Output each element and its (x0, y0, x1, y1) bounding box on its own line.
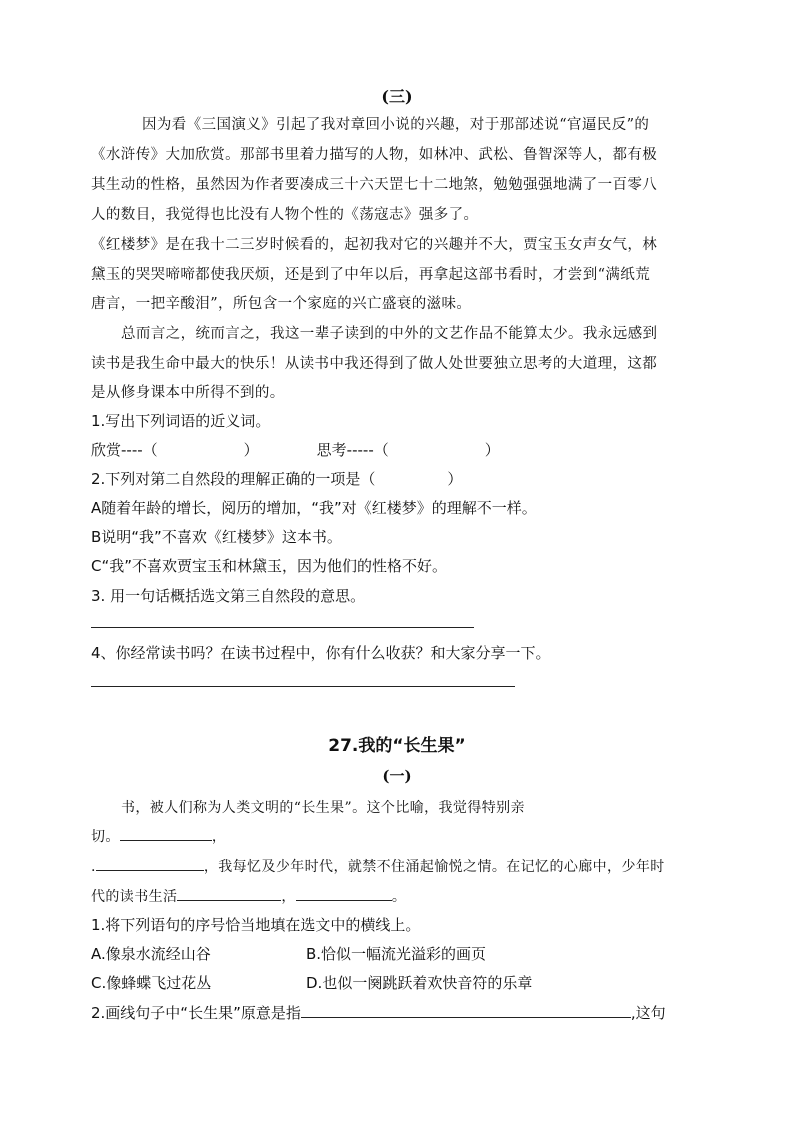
lesson-para-line-1: 书，被人们称为人类文明的“长生果”。这个比喻，我觉得特别亲 (121, 800, 525, 816)
paragraph-3-line-3: 是从修身课本中所得不到的。 (91, 385, 285, 401)
paragraph-2-line-1: 《红楼梦》是在我十二三岁时候看的，起初我对它的兴趣并不大，贾宝玉女声女气，林 (91, 237, 658, 253)
lesson-para-line-2 (91, 826, 226, 846)
paragraph-1-line-4: 人的数目，我觉得也比没有人物个性的《荡寇志》强多了。 (91, 207, 479, 223)
paragraph-1-line-1: 因为看《三国演义》引起了我对章回小说的兴趣，对于那部述说“官逼民反”的 (142, 117, 650, 133)
option-c: C“我”不喜欢贾宝玉和林黛玉，因为他们的性格不好。 (91, 557, 448, 575)
question-4-answer-line[interactable] (91, 686, 515, 687)
section-title: (三) (381, 87, 413, 106)
word-2-label: 思考-----（ (316, 441, 389, 459)
word-1-close: ） (243, 441, 259, 459)
lesson-option-b: B.恰似一幅流光溢彩的画页 (306, 945, 487, 963)
lesson-question-2-end: ,这句 (630, 1004, 666, 1022)
question-4: 4、你经常读书吗？在读书过程中，你有什么收获？和大家分享一下。 (91, 644, 551, 662)
question-2 (91, 468, 462, 489)
lesson-option-c: C.像蜂蝶飞过花丛 (91, 974, 212, 992)
paragraph-3-line-2: 读书是我生命中最大的快乐！从读书中我还得到了做人处世要独立思考的大道理，这都 (91, 356, 658, 372)
lesson-para-line-4-comma: ， (281, 889, 296, 905)
question-1: 1.写出下列词语的近义词。 (91, 412, 271, 430)
word-1-label: 欣赏----（ (91, 441, 158, 459)
question-3-answer-line[interactable] (91, 627, 474, 628)
lesson-question-2 (91, 1002, 666, 1023)
lesson-subtitle: (一) (382, 767, 412, 785)
paragraph-2-line-2: 黛玉的哭哭啼啼都使我厌烦，还是到了中年以后，再拿起这部书看时，才尝到“满纸荒 (91, 267, 651, 283)
lesson-option-a: A.像泉水流经山谷 (91, 945, 211, 963)
option-a: A随着年龄的增长，阅历的增加，“我”对《红楼梦》的理解不一样。 (91, 499, 537, 517)
lesson-para-line-2-text: 切。 (91, 829, 120, 845)
lesson-para-line-4-end: 。 (391, 889, 407, 905)
lesson-para-line-2-end: ， (211, 829, 227, 845)
word-2-close: ） (484, 441, 500, 459)
lesson-question-2-text: 2.画线句子中“长生果”原意是指 (91, 1004, 301, 1022)
blank-3[interactable] (177, 886, 281, 901)
lesson-para-line-3 (91, 856, 665, 876)
paragraph-1-line-3: 其生动的性格，虽然因为作者要凑成三十六天罡七十二地煞，勉勉强强地满了一百零八 (91, 177, 658, 193)
question-1-answers (91, 439, 500, 460)
lesson-question-2-blank[interactable] (301, 1002, 631, 1018)
option-b: B说明“我”不喜欢《红楼梦》这本书。 (91, 528, 342, 546)
blank-1[interactable] (120, 826, 212, 841)
lesson-title: 27.我的“长生果” (328, 736, 466, 756)
lesson-question-1: 1.将下列语句的序号恰当地填在选文中的横线上。 (91, 916, 421, 934)
question-2-text: 2.下列对第二自然段的理解正确的一项是（ (91, 470, 376, 488)
question-3: 3. 用一句话概括选文第三自然段的意思。 (91, 587, 366, 605)
lesson-para-line-3-start: . (91, 859, 96, 875)
lesson-para-line-4 (91, 886, 406, 906)
question-2-close: ） (447, 470, 463, 488)
blank-2[interactable] (96, 856, 204, 871)
blank-4[interactable] (296, 886, 392, 901)
lesson-para-line-3-text: ，我每忆及少年时代，就禁不住涌起愉悦之情。在记忆的心廊中，少年时 (203, 859, 665, 875)
lesson-option-d: D.也似一阕跳跃着欢快音符的乐章 (306, 974, 533, 992)
lesson-para-line-4-text: 代的读书生活 (91, 889, 178, 905)
paragraph-3-line-1: 总而言之，统而言之，我这一辈子读到的中外的文艺作品不能算太少。我永远感到 (121, 326, 658, 342)
paragraph-2-line-3: 唐言，一把辛酸泪”，所包含一个家庭的兴亡盛衰的滋味。 (91, 296, 472, 312)
paragraph-1-line-2: 《水浒传》大加欣赏。那部书里着力描写的人物，如林冲、武松、鲁智深等人，都有极 (91, 147, 658, 163)
